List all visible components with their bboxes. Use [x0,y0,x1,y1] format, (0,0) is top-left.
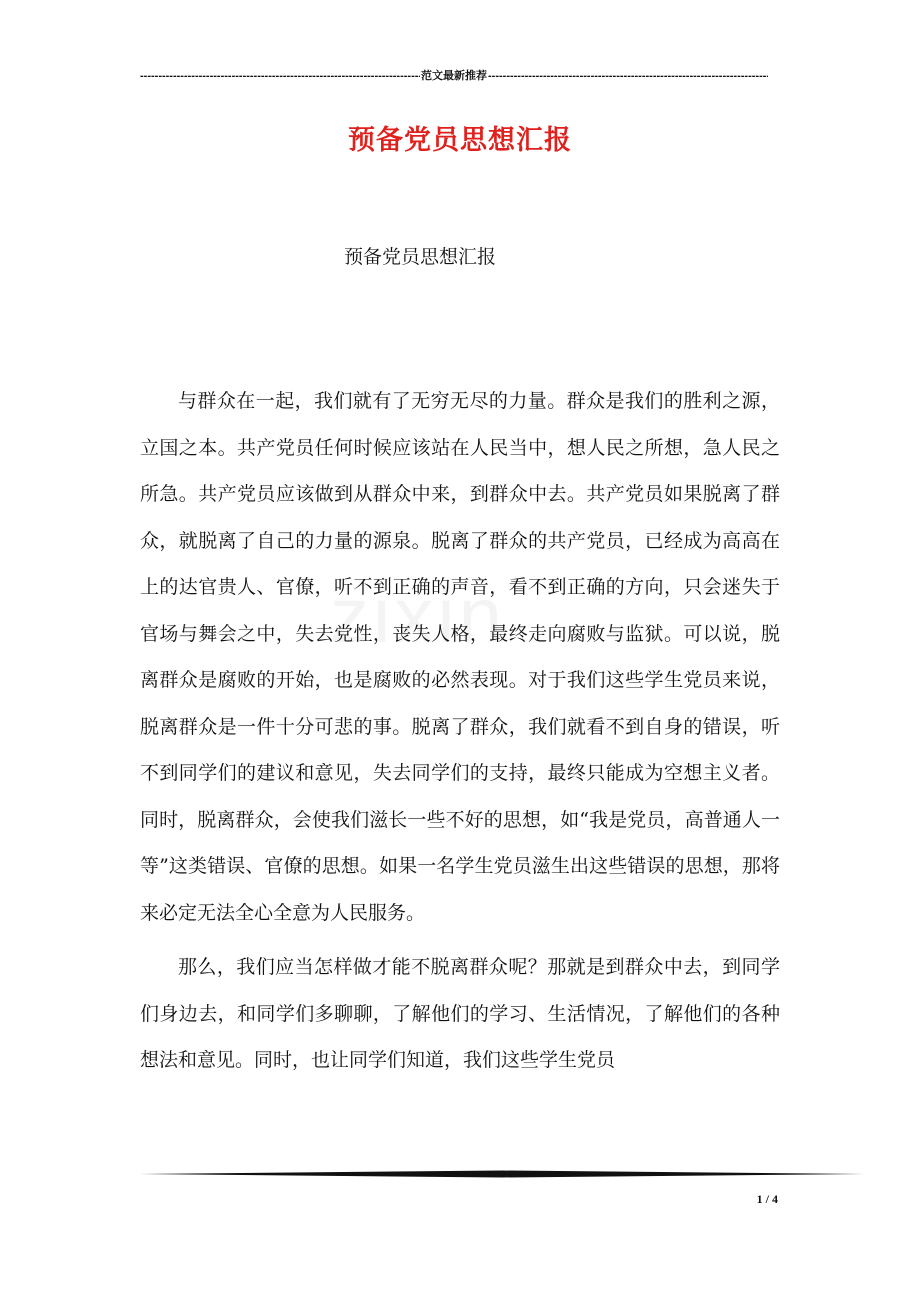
watermark: zixin [330,571,507,659]
header-dashes-left [140,68,420,84]
body-paragraph: 那么，我们应当怎样做才能不脱离群众呢？那就是到群众中去，到同学们身边去，和同学们多聊聊，了解他们的学习、生活情况，了解他们的各种想法和意见。同时，也让同学们知道，我们这些学生党员 [140,956,780,1071]
header-dashes-right [488,68,768,84]
footer-divider [140,1169,864,1179]
page-header [140,68,768,84]
document-body [140,378,780,1084]
header-label: 范文最新推荐 [421,70,487,82]
page-number: 1 / 4 [756,1192,778,1206]
body-paragraph: 与群众在一起，我们就有了无穷无尽的力量。群众是我们的胜利之源，立国之本。共产党员任何时候应该站在人民当中，想人民之所想，急人民之所急。共产党员应该做到从群众中来，到群众中去。共产党员如果脱离了群众，就脱离了自己的力量的源泉。脱离了群众的共产党员，已经成为高高在上的达官贵人、官僚，听不到正确的声音，看不到正确的方向，只会迷失于官场与舞会之中，失去党性，丧失人格，最终走向腐败与监狱。可以说，脱离群众是腐败的开始，也是腐败的必然表现。对于我们这些学生党员来说，脱离群众是一件十分可悲的事。脱离了群众，我们就看不到自身的错误，听不到同学们的建议和意见，失去同学们的支持，最终只能成为空想主义者。同时，脱离群众，会使我们滋长一些不好的思想，如“我是党员，高普通人一等”这类错误、官僚的思想。如果一名学生党员滋生出这些错误的思想，那将来必定无法全心全意为人民服务。 [140,390,780,924]
document-title: 预备党员思想汇报 [348,125,572,156]
document-subtitle: 预备党员思想汇报 [343,246,496,268]
